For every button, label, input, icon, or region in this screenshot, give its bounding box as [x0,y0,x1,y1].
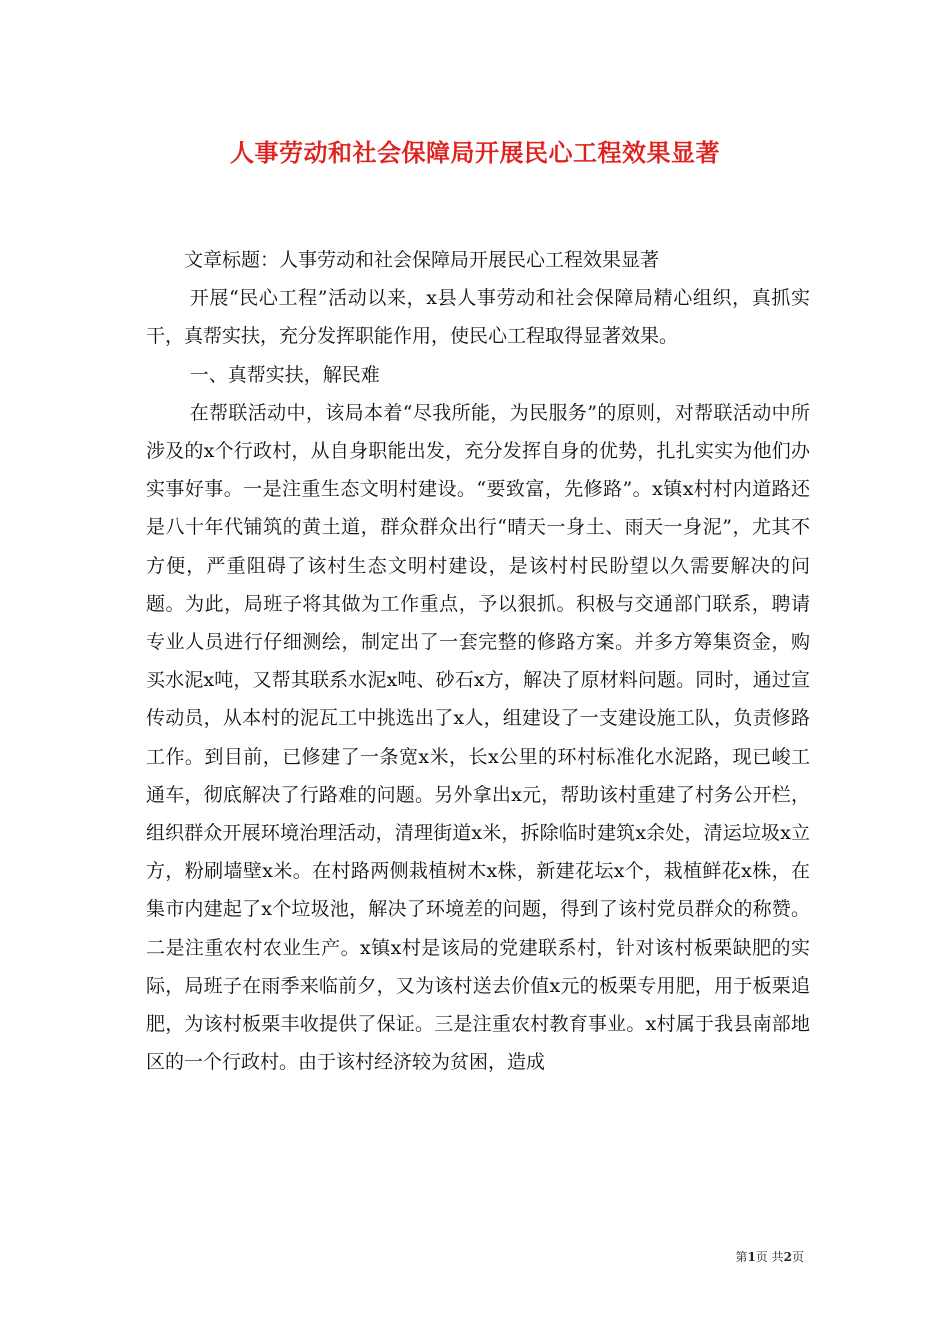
intro-paragraph: 开展“民心工程”活动以来，x县人事劳动和社会保障局精心组织，真抓实干，真帮实扶，充分发挥职能作用，使民心工程取得显著效果。 [146,287,810,348]
body-paragraph: 在帮联活动中，该局本着“尽我所能，为民服务”的原则，对帮联活动中所涉及的x个行政村，从自身职能出发，充分发挥自身的优势，扎扎实实为他们办实事好事。一是注重生态文明村建设。“要致富，先修路”。x镇x村村内道路还是八十年代铺筑的黄土道，群众群众出行“晴天一身土、雨天一身泥”，尤其不方便，严重阻碍了该村生态文明村建设，是该村村民盼望以久需要解决的问题。为此，局班子将其做为工作重点，予以狠抓。积极与交通部门联系，聘请专业人员进行仔细测绘，制定出了一套完整的修路方案。并多方筹集资金，购买水泥x吨，又帮其联系水泥x吨、砂石x方，解决了原材料问题。同时，通过宣传动员，从本村的泥瓦工中挑选出了x人，组建设了一支建设施工队，负责修路工作。到目前，已修建了一条宽x米，长x公里的环村标准化水泥路，现已峻工通车，彻底解决了行路难的问题。另外拿出x元，帮助该村重建了村务公开栏，组织群众开展环境治理活动，清理街道x米，拆除临时建筑x余处，清运垃圾x立方，粉刷墙壁x米。在村路两侧栽植树木x株，新建花坛x个，栽植鲜花x株，在集市内建起了x个垃圾池，解决了环境差的问题，得到了该村党员群众的称赞。二是注重农村农业生产。x镇x村是该局的党建联系村，针对该村板栗缺肥的实际，局班子在雨季来临前夕，又为该村送去价值x元的板栗专用肥，用于板栗追肥，为该村板栗丰收提供了保证。三是注重农村教育事业。x村属于我县南部地区的一个行政村。由于该村经济较为贫困，造成 [146,401,810,1074]
total-page-number: 2 [783,1250,792,1264]
document-title: 人事劳动和社会保障局开展民心工程效果显著 [230,138,720,167]
page-footer [735,1248,804,1265]
article-title-line: 文章标题：人事劳动和社会保障局开展民心工程效果显著 [184,249,660,271]
footer-suffix: 页 [791,1250,804,1264]
current-page-number: 1 [747,1250,756,1264]
footer-middle: 页 共 [755,1250,784,1264]
section-heading: 一、真帮实扶，解民难 [189,363,380,386]
document-body [146,241,810,1081]
footer-prefix: 第 [735,1250,748,1264]
